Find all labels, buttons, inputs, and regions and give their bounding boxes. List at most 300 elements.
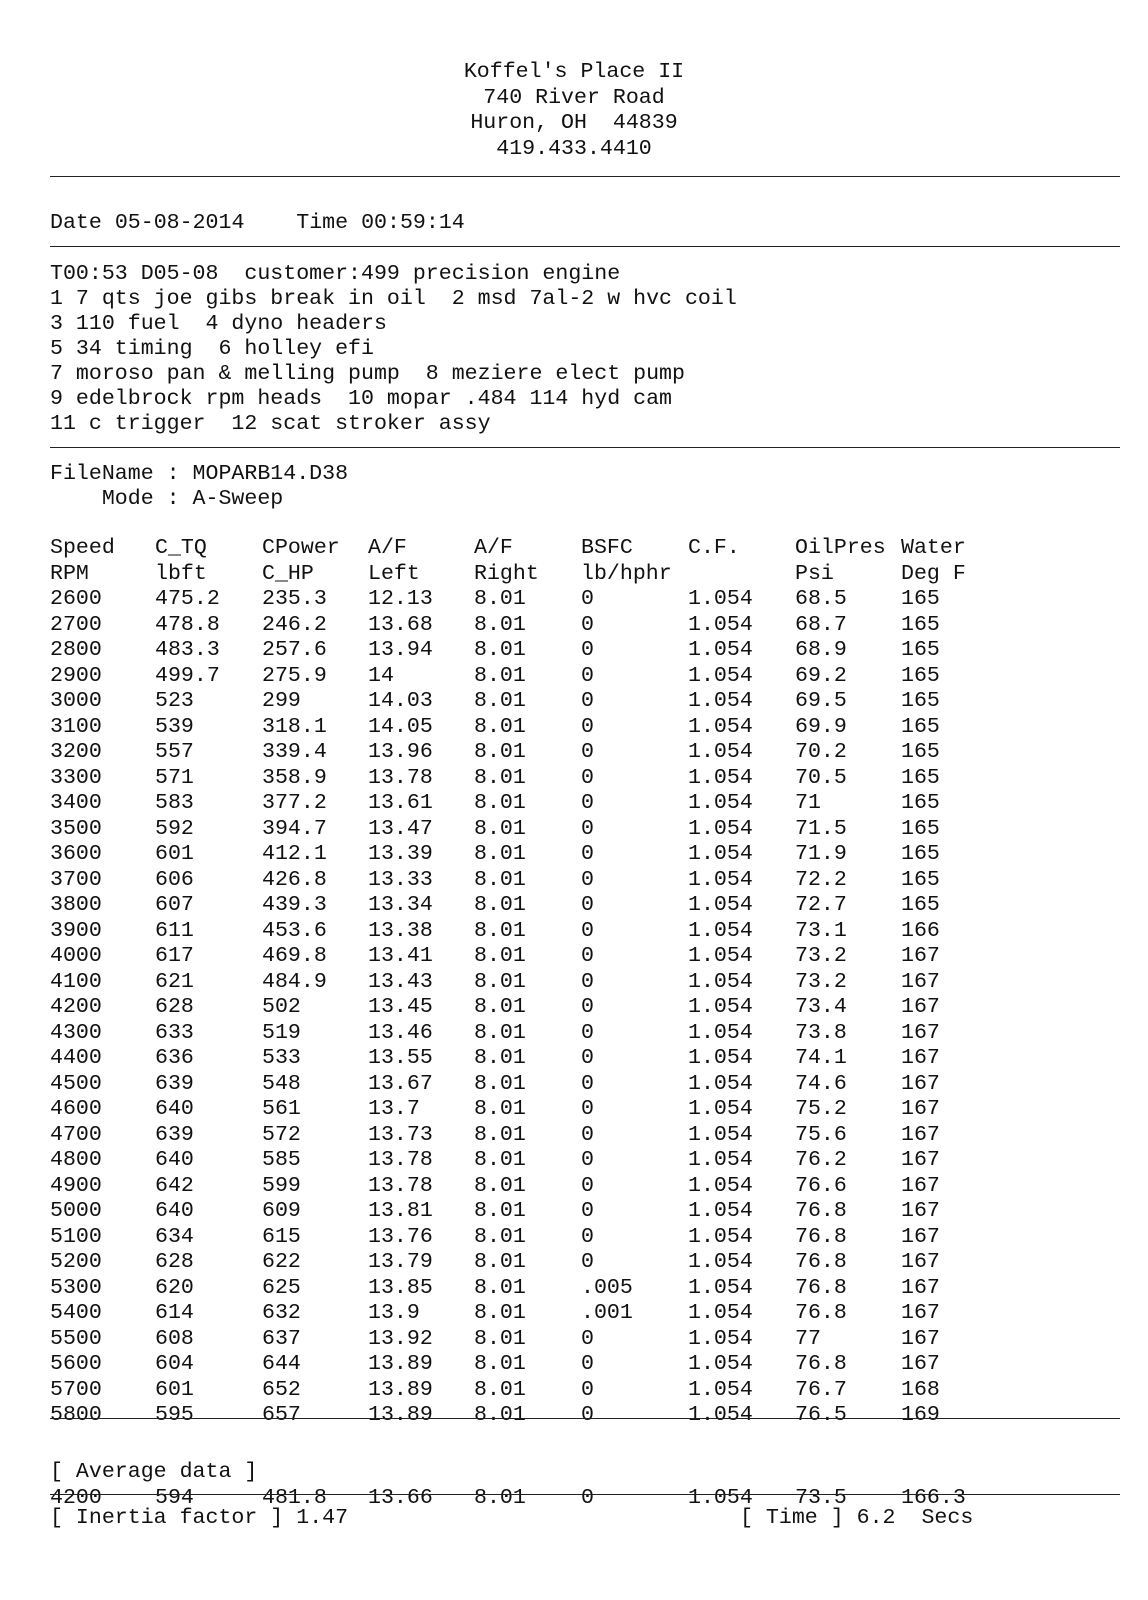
table-cell: 632 xyxy=(262,1301,301,1325)
table-cell: 0 xyxy=(581,969,594,994)
table-cell: 620 xyxy=(155,1275,194,1300)
table-cell: 73.2 xyxy=(795,969,847,994)
table-cell: 5300 xyxy=(50,1275,102,1300)
run-time: 00:59:14 xyxy=(361,211,465,235)
table-row xyxy=(50,1123,1001,1149)
table-cell: 13.61 xyxy=(368,791,433,815)
table-cell: 621 xyxy=(155,969,194,994)
table-cell: 165 xyxy=(901,816,940,841)
table-cell: 0 xyxy=(581,1020,594,1045)
time-unit: Secs xyxy=(921,1506,974,1530)
table-cell: 1.054 xyxy=(688,1275,753,1300)
table-cell: 608 xyxy=(155,1326,194,1351)
table-cell: 8.01 xyxy=(474,740,526,764)
table-row xyxy=(50,791,1001,817)
table-cell: 5100 xyxy=(50,1224,102,1249)
table-cell: 615 xyxy=(262,1224,301,1249)
table-cell: 652 xyxy=(262,1377,301,1402)
table-cell: 8.01 xyxy=(474,969,526,994)
table-cell: 633 xyxy=(155,1020,194,1045)
table-row xyxy=(50,1250,1001,1276)
table-cell: 8.01 xyxy=(474,689,526,713)
table-cell: 548 xyxy=(262,1071,301,1096)
table-cell: 339.4 xyxy=(262,740,327,764)
table-cell: 74.1 xyxy=(795,1046,847,1070)
table-cell: 8.01 xyxy=(474,1326,526,1351)
table-cell: 13.68 xyxy=(368,612,433,637)
table-cell: 644 xyxy=(262,1352,301,1376)
table-cell: 76.8 xyxy=(795,1301,847,1325)
shop-phone: 419.433.4410 xyxy=(496,136,652,161)
table-row xyxy=(50,919,1001,945)
table-cell: 1.054 xyxy=(688,1352,753,1376)
table-cell: 8.01 xyxy=(474,918,526,943)
average-cell: 13.66 xyxy=(368,1486,433,1510)
table-cell: 4200 xyxy=(50,995,102,1019)
table-cell: 71.5 xyxy=(795,816,847,841)
table-cell: 426.8 xyxy=(262,867,327,892)
table-cell: 8.01 xyxy=(474,893,526,917)
table-cell: 0 xyxy=(581,918,594,943)
table-cell: 167 xyxy=(901,1020,940,1045)
table-row xyxy=(50,1072,1001,1098)
table-row xyxy=(50,1276,1001,1302)
table-cell: 167 xyxy=(901,1250,940,1274)
table-cell: 657 xyxy=(262,1403,301,1427)
table-cell: 8.01 xyxy=(474,1020,526,1045)
table-cell: 5500 xyxy=(50,1326,102,1351)
table-cell: 625 xyxy=(262,1275,301,1300)
column-header: Right xyxy=(474,561,539,586)
table-cell: 299 xyxy=(262,689,301,713)
note-line: 5 34 timing 6 holley efi xyxy=(50,337,374,361)
table-header-row xyxy=(50,562,1001,588)
table-cell: 3200 xyxy=(50,740,102,764)
table-cell: 0 xyxy=(581,1377,594,1402)
table-cell: 166 xyxy=(901,918,940,943)
table-cell: 71.9 xyxy=(795,842,847,866)
table-cell: 74.6 xyxy=(795,1071,847,1096)
table-cell: 8.01 xyxy=(474,995,526,1019)
table-cell: 585 xyxy=(262,1148,301,1172)
table-cell: 167 xyxy=(901,1326,940,1351)
column-header: A/F xyxy=(474,536,513,560)
table-cell: 13.89 xyxy=(368,1377,433,1402)
table-row xyxy=(50,944,1001,970)
table-cell: 0 xyxy=(581,1250,594,1274)
table-cell: 69.9 xyxy=(795,714,847,739)
column-header: CPower xyxy=(262,536,340,560)
table-cell: 165 xyxy=(901,842,940,866)
column-header: Water xyxy=(901,536,966,560)
table-cell: 13.73 xyxy=(368,1122,433,1147)
table-cell: 0 xyxy=(581,612,594,637)
inertia-value: 1.47 xyxy=(296,1506,349,1530)
table-cell: 640 xyxy=(155,1199,194,1223)
table-cell: 13.78 xyxy=(368,765,433,790)
table-cell: 167 xyxy=(901,944,940,968)
table-cell: 599 xyxy=(262,1173,301,1198)
table-cell: 8.01 xyxy=(474,1352,526,1376)
table-row xyxy=(50,1403,1001,1429)
table-cell: 640 xyxy=(155,1148,194,1172)
table-cell: 3700 xyxy=(50,867,102,892)
table-cell: 165 xyxy=(901,791,940,815)
table-cell: 4000 xyxy=(50,944,102,968)
table-cell: 8.01 xyxy=(474,663,526,688)
table-cell: 5400 xyxy=(50,1301,102,1325)
table-cell: 3000 xyxy=(50,689,102,713)
table-cell: 167 xyxy=(901,1224,940,1249)
table-cell: 4800 xyxy=(50,1148,102,1172)
note-line: 7 moroso pan & melling pump 8 meziere elect pump xyxy=(50,362,685,386)
table-cell: 8.01 xyxy=(474,842,526,866)
table-row xyxy=(50,817,1001,843)
table-cell: 1.054 xyxy=(688,791,753,815)
column-header: Speed xyxy=(50,536,115,560)
table-cell: 4100 xyxy=(50,969,102,994)
table-row xyxy=(50,1352,1001,1378)
table-row xyxy=(50,1378,1001,1404)
table-cell: 519 xyxy=(262,1020,301,1045)
table-cell: 4400 xyxy=(50,1046,102,1070)
table-cell: 1.054 xyxy=(688,918,753,943)
table-cell: 76.7 xyxy=(795,1377,847,1402)
table-cell: 601 xyxy=(155,1377,194,1402)
table-cell: 12.13 xyxy=(368,587,433,611)
table-cell: 595 xyxy=(155,1403,194,1427)
table-cell: 604 xyxy=(155,1352,194,1376)
column-header xyxy=(688,562,795,588)
column-header: lbft xyxy=(155,561,207,586)
table-cell: 75.2 xyxy=(795,1097,847,1121)
table-cell: 1.054 xyxy=(688,1377,753,1402)
table-cell: 1.054 xyxy=(688,612,753,637)
table-cell: 1.054 xyxy=(688,740,753,764)
table-cell: 0 xyxy=(581,765,594,790)
average-cell: 481.8 xyxy=(262,1486,327,1510)
sweep-time xyxy=(740,1506,973,1531)
table-row xyxy=(50,1046,1001,1072)
column-header: C_HP xyxy=(262,561,314,586)
table-cell: 4500 xyxy=(50,1071,102,1096)
table-cell: 5700 xyxy=(50,1377,102,1402)
average-cell: 594 xyxy=(155,1486,194,1510)
table-cell: 1.054 xyxy=(688,1403,753,1427)
table-cell: 13.34 xyxy=(368,893,433,917)
table-cell: 8.01 xyxy=(474,867,526,892)
table-cell: 13.67 xyxy=(368,1071,433,1096)
table-row xyxy=(50,995,1001,1021)
column-header: Psi xyxy=(795,561,834,586)
table-cell: 3800 xyxy=(50,893,102,917)
table-cell: 1.054 xyxy=(688,893,753,917)
table-cell: 8.01 xyxy=(474,1097,526,1121)
table-cell: 8.01 xyxy=(474,816,526,841)
column-header: RPM xyxy=(50,561,89,586)
table-cell: 76.8 xyxy=(795,1352,847,1376)
table-cell: 377.2 xyxy=(262,791,327,815)
table-cell: 168 xyxy=(901,1377,940,1402)
table-row xyxy=(50,1301,1001,1327)
table-cell: 5200 xyxy=(50,1250,102,1274)
table-cell: 13.81 xyxy=(368,1199,433,1223)
table-cell: 394.7 xyxy=(262,816,327,841)
table-cell: 1.054 xyxy=(688,1071,753,1096)
table-cell: 0 xyxy=(581,1326,594,1351)
table-cell: 636 xyxy=(155,1046,194,1070)
table-cell: 572 xyxy=(262,1122,301,1147)
table-cell: 0 xyxy=(581,1122,594,1147)
column-header: lb/hphr xyxy=(581,561,672,586)
table-row xyxy=(50,842,1001,868)
table-cell: 483.3 xyxy=(155,638,220,662)
table-cell: 1.054 xyxy=(688,1046,753,1070)
table-cell: 607 xyxy=(155,893,194,917)
table-cell: 561 xyxy=(262,1097,301,1121)
table-cell: 13.94 xyxy=(368,638,433,662)
table-cell: 358.9 xyxy=(262,765,327,790)
table-cell: 3100 xyxy=(50,714,102,739)
file-name: FileName : MOPARB14.D38 xyxy=(50,462,349,486)
table-cell: 0 xyxy=(581,638,594,662)
table-cell: 8.01 xyxy=(474,791,526,815)
table-cell: 1.054 xyxy=(688,1020,753,1045)
table-cell: 14 xyxy=(368,663,394,688)
table-cell: 13.92 xyxy=(368,1326,433,1351)
note-line: 1 7 qts joe gibs break in oil 2 msd 7al-2 w hvc coil xyxy=(50,287,737,311)
table-cell: 8.01 xyxy=(474,1377,526,1402)
table-cell: 167 xyxy=(901,995,940,1019)
table-cell: 165 xyxy=(901,612,940,637)
table-cell: 167 xyxy=(901,1352,940,1376)
table-row xyxy=(50,1148,1001,1174)
table-cell: 8.01 xyxy=(474,1224,526,1249)
time-value: 6.2 xyxy=(856,1506,896,1530)
table-cell: 642 xyxy=(155,1173,194,1198)
table-cell: 70.5 xyxy=(795,765,847,790)
table-cell: 77 xyxy=(795,1326,821,1351)
table-cell: 167 xyxy=(901,1046,940,1070)
table-cell: 1.054 xyxy=(688,1148,753,1172)
table-cell: 4300 xyxy=(50,1020,102,1045)
table-cell: 68.5 xyxy=(795,587,847,611)
table-cell: 0 xyxy=(581,1097,594,1121)
table-cell: 502 xyxy=(262,995,301,1019)
table-cell: 639 xyxy=(155,1122,194,1147)
table-cell: 439.3 xyxy=(262,893,327,917)
table-cell: 13.89 xyxy=(368,1403,433,1427)
table-cell: 75.6 xyxy=(795,1122,847,1147)
table-row xyxy=(50,587,1001,613)
table-cell: 606 xyxy=(155,867,194,892)
column-header: C.F. xyxy=(688,536,740,560)
table-cell: 4600 xyxy=(50,1097,102,1121)
column-header: Deg F xyxy=(901,561,966,586)
table-cell: 601 xyxy=(155,842,194,866)
table-cell: 0 xyxy=(581,791,594,815)
inertia-label: [ Inertia factor ] xyxy=(50,1506,284,1530)
run-date: 05-08-2014 xyxy=(114,211,245,235)
shop-city: Huron, OH 44839 xyxy=(470,111,678,135)
table-cell: 0 xyxy=(581,995,594,1019)
table-cell: 5000 xyxy=(50,1199,102,1223)
table-cell: 412.1 xyxy=(262,842,327,866)
table-cell: 1.054 xyxy=(688,1224,753,1249)
table-row xyxy=(50,766,1001,792)
table-cell: 8.01 xyxy=(474,1071,526,1096)
table-cell: 73.1 xyxy=(795,918,847,943)
engine-notes xyxy=(50,262,737,437)
table-cell: 167 xyxy=(901,1071,940,1096)
table-cell: 13.43 xyxy=(368,969,433,994)
divider xyxy=(50,447,1120,448)
table-cell: 469.8 xyxy=(262,944,327,968)
table-cell: 0 xyxy=(581,740,594,764)
table-cell: 70.2 xyxy=(795,740,847,764)
table-cell: 1.054 xyxy=(688,638,753,662)
table-cell: 0 xyxy=(581,1224,594,1249)
table-cell: 8.01 xyxy=(474,1301,526,1325)
table-cell: 68.9 xyxy=(795,638,847,662)
table-cell: 71 xyxy=(795,791,821,815)
table-cell: .001 xyxy=(581,1301,633,1325)
table-cell: 8.01 xyxy=(474,1173,526,1198)
table-cell: 0 xyxy=(581,944,594,968)
table-cell: 69.5 xyxy=(795,689,847,713)
table-cell: 639 xyxy=(155,1071,194,1096)
table-cell: 637 xyxy=(262,1326,301,1351)
table-cell: 8.01 xyxy=(474,765,526,790)
table-cell: 2600 xyxy=(50,587,102,611)
table-cell: 13.41 xyxy=(368,944,433,968)
table-cell: 8.01 xyxy=(474,1250,526,1274)
table-cell: 4900 xyxy=(50,1173,102,1198)
table-cell: 1.054 xyxy=(688,842,753,866)
table-cell: 5800 xyxy=(50,1403,102,1427)
table-cell: 13.76 xyxy=(368,1224,433,1249)
table-row xyxy=(50,664,1001,690)
table-cell: 165 xyxy=(901,714,940,739)
inertia-factor xyxy=(50,1506,348,1531)
table-row xyxy=(50,868,1001,894)
table-cell: 453.6 xyxy=(262,918,327,943)
table-cell: 68.7 xyxy=(795,612,847,637)
table-cell: 3500 xyxy=(50,816,102,841)
table-row xyxy=(50,638,1001,664)
average-cell: 73.5 xyxy=(795,1486,847,1510)
table-cell: 76.8 xyxy=(795,1250,847,1274)
table-cell: 611 xyxy=(155,918,194,943)
table-cell: 1.054 xyxy=(688,995,753,1019)
table-cell: 13.33 xyxy=(368,867,433,892)
divider xyxy=(50,246,1120,247)
table-cell: 634 xyxy=(155,1224,194,1249)
table-cell: 13.9 xyxy=(368,1301,420,1325)
table-cell: 76.2 xyxy=(795,1148,847,1172)
table-cell: 8.01 xyxy=(474,612,526,637)
table-cell: 13.47 xyxy=(368,816,433,841)
table-cell: 167 xyxy=(901,1275,940,1300)
table-cell: 73.4 xyxy=(795,995,847,1019)
table-cell: 1.054 xyxy=(688,1097,753,1121)
table-cell: 557 xyxy=(155,740,194,764)
table-cell: 0 xyxy=(581,689,594,713)
table-cell: 76.8 xyxy=(795,1275,847,1300)
table-cell: 2900 xyxy=(50,663,102,688)
column-header: BSFC xyxy=(581,536,633,560)
table-cell: 484.9 xyxy=(262,969,327,994)
table-cell: 318.1 xyxy=(262,714,327,739)
table-cell: 8.01 xyxy=(474,1403,526,1427)
table-cell: 8.01 xyxy=(474,714,526,739)
table-cell: 8.01 xyxy=(474,1148,526,1172)
table-cell: 76.8 xyxy=(795,1199,847,1223)
table-cell: 167 xyxy=(901,1148,940,1172)
table-cell: 13.78 xyxy=(368,1173,433,1198)
table-row xyxy=(50,970,1001,996)
column-header: C_TQ xyxy=(155,536,207,560)
table-cell: 1.054 xyxy=(688,689,753,713)
table-cell: 0 xyxy=(581,587,594,611)
run-datetime xyxy=(50,211,465,236)
average-cell: 166.3 xyxy=(901,1486,966,1510)
table-cell: 246.2 xyxy=(262,612,327,637)
table-cell: 1.054 xyxy=(688,969,753,994)
table-cell: 499.7 xyxy=(155,663,220,688)
table-cell: 1.054 xyxy=(688,663,753,688)
table-cell: 592 xyxy=(155,816,194,841)
table-cell: 0 xyxy=(581,1352,594,1376)
table-cell: 5600 xyxy=(50,1352,102,1376)
table-cell: 13.7 xyxy=(368,1097,420,1121)
table-cell: 0 xyxy=(581,1403,594,1427)
table-row xyxy=(50,1174,1001,1200)
table-cell: 628 xyxy=(155,995,194,1019)
table-row xyxy=(50,1021,1001,1047)
table-cell: 1.054 xyxy=(688,714,753,739)
table-cell: 167 xyxy=(901,1173,940,1198)
table-cell: 1.054 xyxy=(688,944,753,968)
table-cell: 165 xyxy=(901,867,940,892)
table-cell: 0 xyxy=(581,842,594,866)
table-cell: 4700 xyxy=(50,1122,102,1147)
table-cell: 72.7 xyxy=(795,893,847,917)
time-label: [ Time ] xyxy=(740,1506,844,1530)
table-cell: 165 xyxy=(901,740,940,764)
table-cell: 0 xyxy=(581,1046,594,1070)
table-cell: 73.8 xyxy=(795,1020,847,1045)
table-row xyxy=(50,740,1001,766)
table-cell: 0 xyxy=(581,867,594,892)
table-cell: 76.6 xyxy=(795,1173,847,1198)
table-cell: 13.89 xyxy=(368,1352,433,1376)
sweep-mode: Mode : A-Sweep xyxy=(50,487,284,511)
table-cell: 167 xyxy=(901,969,940,994)
table-cell: 167 xyxy=(901,1301,940,1325)
table-cell: 3300 xyxy=(50,765,102,790)
table-cell: 1.054 xyxy=(688,1173,753,1198)
divider xyxy=(50,1494,1120,1495)
average-label: [ Average data ] xyxy=(50,1460,258,1484)
divider xyxy=(50,1418,1120,1419)
divider xyxy=(50,176,1120,177)
table-cell: 8.01 xyxy=(474,944,526,968)
table-cell: 628 xyxy=(155,1250,194,1274)
shop-name: Koffel's Place II xyxy=(463,60,685,84)
table-cell: 8.01 xyxy=(474,638,526,662)
table-cell: 165 xyxy=(901,893,940,917)
